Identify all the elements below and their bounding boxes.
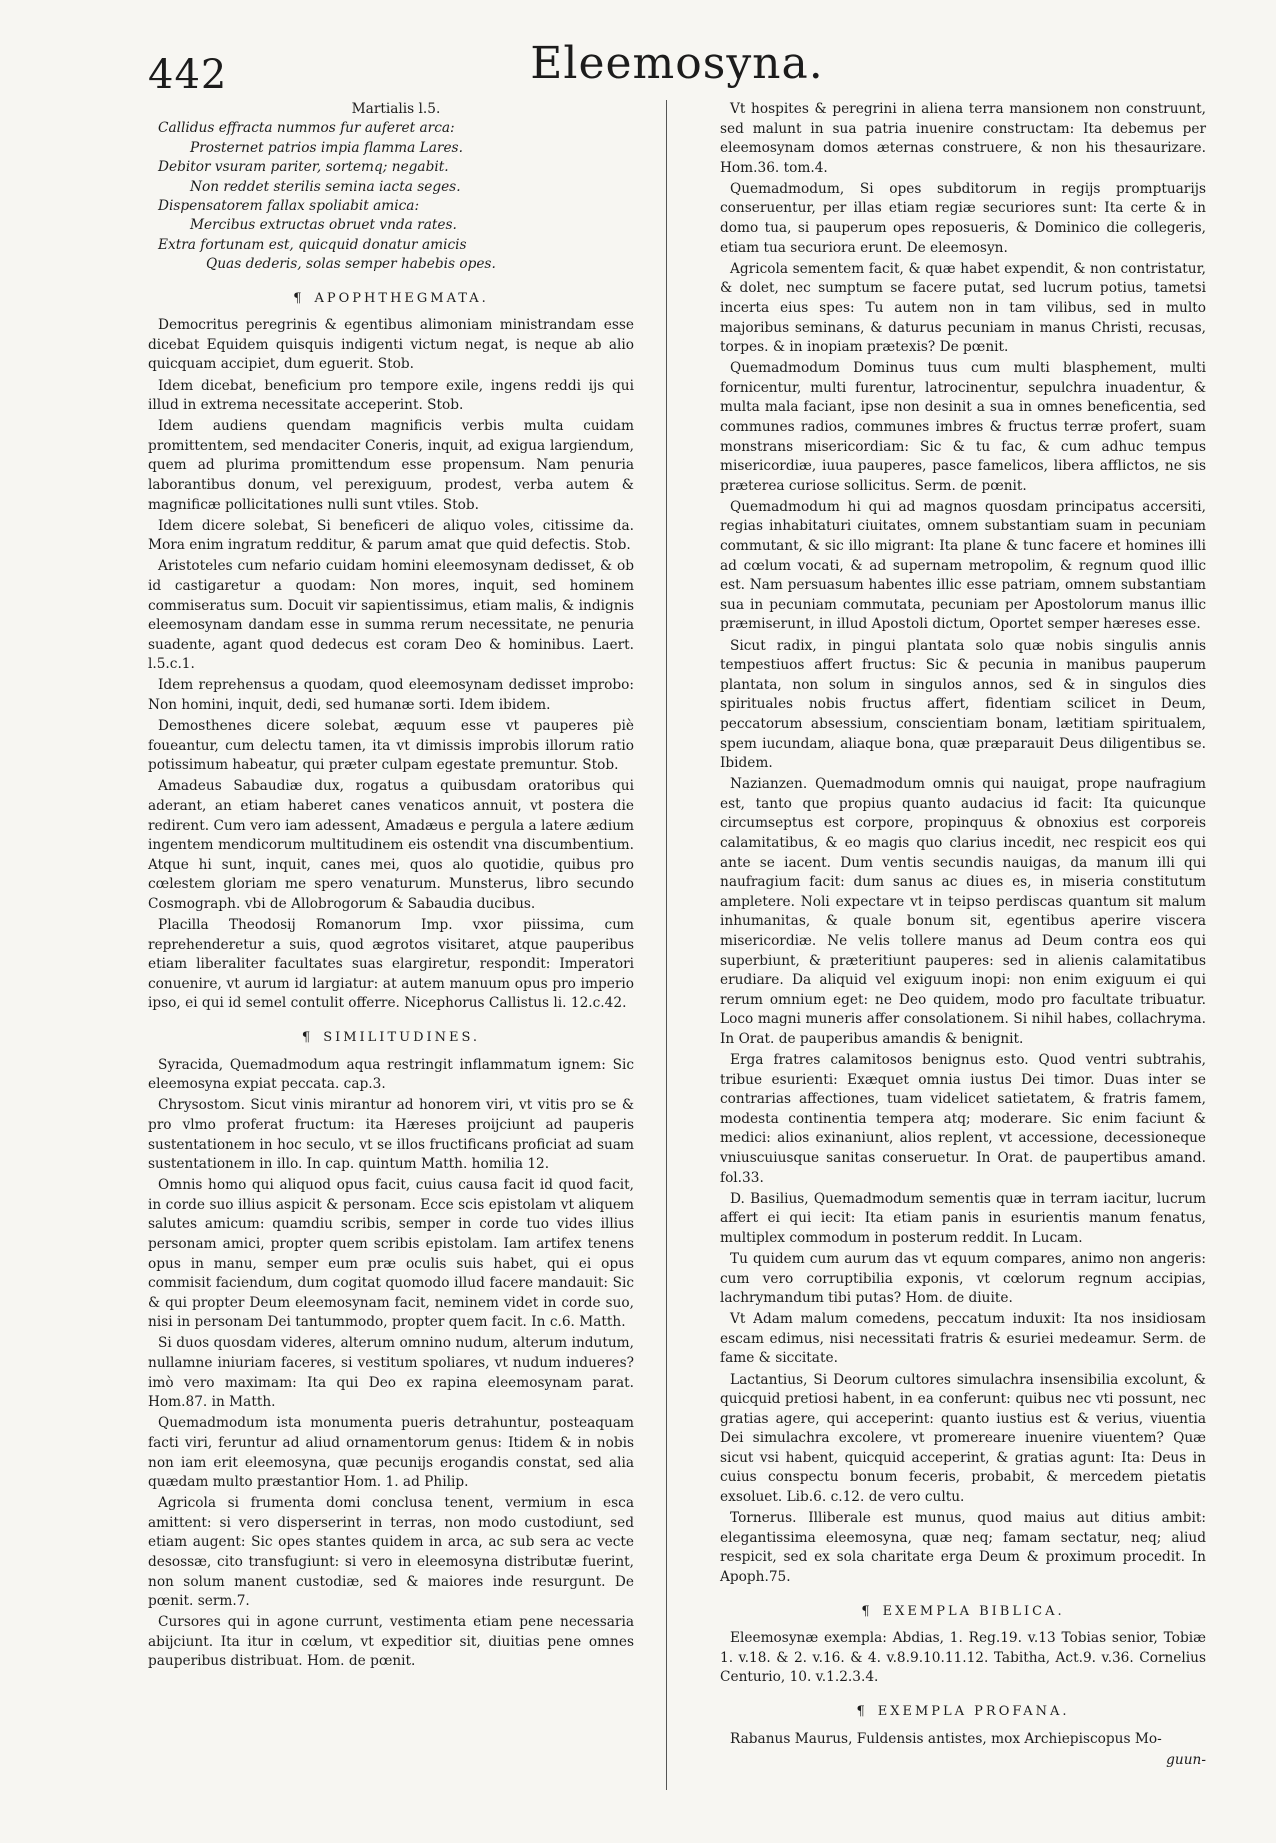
poem-line: Dispensatorem fallax spoliabit amica:	[158, 198, 420, 215]
paragraph: Quemadmodum ista monumenta pueris detrahuntur, posteaquam facti viri, feruntur ad aliud ornamentorum genus: Itidem & in nobis non iam erit eleemosyna, quæ pecunijs erogandis constat, sed alia quædam multo præstantior Hom. 1. ad Philip.	[148, 1415, 634, 1491]
section-heading-exempla-biblica: ¶ EXEMPLA BIBLICA.	[861, 1603, 1065, 1619]
paragraph: Vt hospites & peregrini in aliena terra mansionem non construunt, sed malunt in sua patria inuenire constructam: Ita debemus per eleemosynam domos æternas construere, & non his thesaurizare. Hom.36. tom.4.	[720, 101, 1206, 176]
paragraph: Quemadmodum Dominus tuus cum multi blasphement, multi fornicentur, multi furentur, latrocinentur, sepulchra inuadentur, & multa mala faciant, ipse non desinit a sua in omnes beneficentia, sed communes radios, communes imbres & fructus terræ profert, suam monstrans misericordiam: Sic & tu fac, & cum adhuc tempus misericordiæ, iuua pauperes, pasce famelicos, libera afflictos, ne sis præterea curiose sollicitus. Serm. de pœnit.	[720, 360, 1206, 494]
pilcrow-icon: ¶	[301, 1030, 314, 1046]
poem-line: Debitor vsuram pariter, sortemq; negabit.	[158, 159, 449, 176]
paragraph: Amadeus Sabaudiæ dux, rogatus a quibusdam oratoribus qui aderant, an etiam haberet canes venaticos annuit, vt postera die redirent. Cum vero iam adessent, Amadæus e pergula a latere ædium ingentem mendicorum multitudinem eis ostendit vna discumbentium. Atque hi sunt, inquit, canes mei, quos alo quotidie, quibus pro cœlestem gloriam me spero venaturum. Munsterus, libro secundo Cosmograph. vbi de Allobrogorum & Sabaudia ducibus.	[148, 778, 634, 912]
pilcrow-icon: ¶	[861, 1603, 873, 1619]
pilcrow-icon: ¶	[856, 1703, 868, 1719]
column-divider	[666, 100, 667, 1790]
paragraph: Idem dicebat, beneficium pro tempore exile, ingens reddi ijs qui illud in extrema necessitate acceperint. Stob.	[148, 377, 634, 414]
paragraph: Tornerus. Illiberale est munus, quod maius aut ditius ambit: elegantissima eleemosyna, quæ neq; famam sectatur, neq; aliud respicit, sed ex sola charitate erga Deum & proximum procedit. In Apoph.75.	[720, 1510, 1206, 1585]
paragraph: D. Basilius, Quemadmodum sementis quæ in terram iacitur, lucrum affert ei qui iecit: Ita etiam panis in esurientis manum fenatus, multiplex commodum in posterum reddit. In Lucam.	[720, 1190, 1206, 1246]
paragraph: Agricola sementem facit, & quæ habet expendit, & non contristatur, & dolet, nec sumptum se facere putat, sed lucrum potius, tametsi incerta eius spes: Tu autem non in tam vilibus, sed in multo majoribus seminans, & daturus pecuniam in manus Christi, recusas, torpes. & in inopiam prætexis? De pœnit.	[720, 260, 1206, 356]
paragraph: Sicut radix, in pingui plantata solo quæ nobis singulis annis tempestiuos affert fructus: Sic & pecunia in manibus pauperum plantata, non solum in singulos annos, sed & in singulos dies spirituales nobis fructus affert, fidentiam scilicet in Deum, peccatorum absessium, conscientiam bonam, lætitiam spiritualem, spem iucundam, aliaque bona, quæ præparauit Deus diligentibus se. Ibidem.	[720, 637, 1206, 772]
paragraph: Vt Adam malum comedens, peccatum induxit: Ita nos insidiosam escam edimus, nisi necessitati fratris & esuriei medeamur. Serm. de fame & siccitate.	[720, 1311, 1206, 1367]
pilcrow-icon: ¶	[293, 290, 305, 306]
page-header	[148, 0, 1206, 100]
paragraph: Democritus peregrinis & egentibus alimoniam ministrandam esse dicebat Equidem quisquis indigenti victum negat, is neque ab alio quicquam accipiet, dum eguerit. Stob.	[148, 317, 634, 373]
paragraph: Erga fratres calamitosos benignus esto. Quod ventri subtrahis, tribue esurienti: Exæquet omnia iustus Dei timor. Duas inter se contrarias affectiones, tuam videlicet satietatem, & fratris famem, modesta continentia tempera atq; moderare. Sic enim faciunt & medici: alios exinaniunt, alios replent, vt accessione, decessioneque vniuscuiusque sanitas conseruetur. In Orat. de paupertibus amand. fol.33.	[720, 1052, 1206, 1186]
two-column-body	[148, 100, 1206, 1772]
paragraph: Si duos quosdam videres, alterum omnino nudum, alterum indutum, nullamne iniuriam faceres, si vestitum spoliares, vt nudum indueres? imò vero maximam: Ita qui Deo ex rapina eleemosynam parat. Hom.87. in Matth.	[148, 1335, 634, 1411]
paragraph: Lactantius, Si Deorum cultores simulachra insensibilia excolunt, & quicquid pretiosi habent, in ea conferunt: quibus nec vti possunt, nec gratias agere, qui acceperint: quanto iustius est & verius, viuentia Dei simulachra excolere, vt promereare inuenire viuentem? Quæ sicut vsi habent, quicquid acceperint, & gratias agunt: Ita: Deus in cuius conspectu bonum feceris, probabit, & mercedem pietatis exsoluet. Lib.6. c.12. de vero cultu.	[720, 1371, 1206, 1506]
paragraph: Nazianzen. Quemadmodum omnis qui nauigat, prope naufragium est, tanto que propius quanto audacius id facit: Ita quicunque circumseptus est corpore, propinquus & obnoxius est corporeis calamitatibus, & eo magis quo clarius incedit, nec respicit eos qui ante se iacent. Dum ventis secundis nauigas, da manum illi qui naufragium facit: dum sanus ac diues es, in miseria constitutum ampletere. Noli expectare vt in teipso perdiscas quantum sit malum inhumanitas, & quale bonum sit, egentibus aperire viscera misericordiæ. Ne velis tollere manus ad Deum contra eos qui superbiunt, & præteritiunt pauperes: sed in alienis calamitatibus erudiare. Da aliquid vel exiguum inopi: non enim exiguum ei qui rerum omnium eget: ne Deo quidem, modo pro facultate tribuatur. Loco magni muneris affer consolationem. Si nihil habes, collachryma. In Orat. de pauperibus amandis & benignit.	[720, 776, 1206, 1047]
poem-line: Quas dederis, solas semper habebis opes.	[206, 256, 496, 273]
paragraph: Tu quidem cum aurum das vt equum compares, animo non angeris: cum vero corruptibilia exponis, vt cœlorum regnum accipias, lachrymandum tibi putas? Hom. de diuite.	[720, 1250, 1206, 1307]
paragraph: Placilla Theodosij Romanorum Imp. vxor piissima, cum reprehenderetur a suis, quod ægrotos visitaret, atque pauperibus etiam liberaliter facultates suas elargiretur, respondit: Imperatori conuenire, vt aurum id largiatur: at autem manuum opus pro imperio ipso, ei qui id semel contulit offerre. Nicephorus Callistus li. 12.c.42.	[148, 917, 634, 1012]
section-heading-apophthegmata: ¶ APOPHTHEGMATA.	[293, 290, 489, 306]
running-title: Eleemosyna.	[530, 38, 824, 89]
poem-source: Martialis l.5.	[351, 101, 441, 117]
paragraph: Agricola si frumenta domi conclusa tenent, vermium in esca amittent: si vero disperserint in terras, non modo custodiunt, sed etiam augent: Sic opes stantes quidem in arca, ac sub sera ac vecte desossæ, cito transfugiunt: si vero in eleemosyna distributæ fuerint, non solum manent custodiæ, sed & maiores inde resurgunt. De pœnit. serm.7.	[148, 1495, 634, 1610]
paragraph: Chrysostom. Sicut vinis mirantur ad honorem viri, vt vitis pro se & pro vlmo proferat fructum: ita Hæreses proijciunt ad pauperis sustentationem in hoc seculo, vt se illos fructificans proficiat ad suam sustentationem in illo. In cap. quintum Matth. homilia 12.	[148, 1097, 634, 1173]
poem-line: Mercibus extructas obruet vnda rates.	[190, 217, 457, 234]
paragraph: Rabanus Maurus, Fuldensis antistes, mox Archiepiscopus Mo-	[730, 1730, 1162, 1747]
poem-line: Callidus effracta nummos fur auferet arca:	[158, 120, 455, 137]
poem-line: Prosternet patrios impia flamma Lares.	[190, 139, 463, 156]
right-column	[720, 100, 1206, 1772]
paragraph: Aristoteles cum nefario cuidam homini eleemosynam dedisset, & ob id castigaretur a quodam: Non mores, inquit, sed hominem commiseratus sum. Docuit vir sapientissimus, etiam malis, & indignis eleemosynam dandam esse in summa rerum necessitate, ne penuria suadente, agant quod dedecus est coram Deo & hominibus. Laert. l.5.c.1.	[148, 558, 634, 673]
paragraph: Demosthenes dicere solebat, æquum esse vt pauperes piè foueantur, cum delectu tamen, ita vt dimissis improbis illorum ratio potissimum habeatur, qui præter culpam egestate premuntur. Stob.	[148, 718, 634, 774]
paragraph: Idem dicere solebat, Si beneficeri de aliquo voles, citissime da. Mora enim ingratum redditur, & parum amat que quid defectis. Stob.	[148, 517, 634, 554]
paragraph: Syracida, Quemadmodum aqua restringit inflammatum ignem: Sic eleemosyna expiat peccata. cap.3.	[148, 1056, 634, 1093]
paragraph: Quemadmodum, Si opes subditorum in regijs promptuarijs conseruentur, per illas etiam regiæ securiores sunt: Ita certe & in domo tua, si pauperum opes reposueris, & Dominico die collegeris, etiam tua securiora erunt. De eleemosyn.	[720, 180, 1206, 256]
paragraph: Eleemosynæ exempla: Abdias, 1. Reg.19. v.13 Tobias senior, Tobiæ 1. v.18. & 2. v.16. & 4. v.8.9.10.11.12. Tabitha, Act.9. v.36. Cornelius Centurio, 10. v.1.2.3.4.	[720, 1630, 1206, 1686]
section-heading-similitudines: ¶ SIMILITUDINES.	[301, 1030, 481, 1046]
section-heading-exempla-profana: ¶ EXEMPLA PROFANA.	[856, 1703, 1070, 1719]
poem-line: Extra fortunam est, quicquid donatur amicis	[158, 236, 467, 253]
paragraph: Quemadmodum hi qui ad magnos quosdam principatus accersiti, regias inhabitaturi ciuitates, omnem substantiam suam in pecuniam commutant, & sic illo migrant: Ita plane & tunc facere et homines illi ad cœlum vocati, & ad supernam metropolim, & regnum quod illic est. Nam persuasum habentes illic esse patriam, omnem substantiam sua in pecuniam commutata, pecuniam per Apostolorum manus illic præmiserunt, in illud Apostoli dictum, Oportet semper hæreses esse.	[720, 498, 1206, 633]
paragraph: Omnis homo qui aliquod opus facit, cuius causa facit id quod facit, in corde suo illius aspicit & personam. Ecce scis epistolam vt aliquem salutes amicum: quamdiu scribis, semper in corde tuo vides illius personam amici, propter quem scribis epistolam. Iam artifex tenens opus in manu, semper eum præ oculis suis habet, qui ei opus commisit faciendum, dum cogitat quomodo illud facere mandauit: Sic & qui propter Deum eleemosynam facit, neminem videt in corde suo, nisi in personam Dei tantummodo, propter quem facit. In c.6. Matth.	[148, 1177, 634, 1331]
catchword: guun-	[1166, 1751, 1206, 1768]
page-number: 442	[148, 52, 228, 98]
left-column	[148, 100, 634, 1772]
paragraph: Idem audiens quendam magnificis verbis multa cuidam promittentem, sed mendaciter Coneris, inquit, ad exigua largiendum, quem ad plurima promittendum esse propensum. Nam penuria laborantibus donum, vel perexiguum, prodest, verba autem & magnificæ pollicitationes nulli sunt vtiles. Stob.	[148, 418, 634, 513]
paragraph: Cursores qui in agone currunt, vestimenta etiam pene necessaria abijciunt. Ita itur in cœlum, vt expeditior sit, diuitias pene omnes pauperibus distribuat. Hom. de pœnit.	[148, 1614, 634, 1670]
poem-line: Non reddet sterilis semina iacta seges.	[190, 178, 461, 195]
paragraph: Idem reprehensus a quodam, quod eleemosynam dedisset improbo: Non homini, inquit, dedi, sed humanæ sorti. Idem ibidem.	[148, 677, 634, 714]
poem	[148, 100, 634, 275]
